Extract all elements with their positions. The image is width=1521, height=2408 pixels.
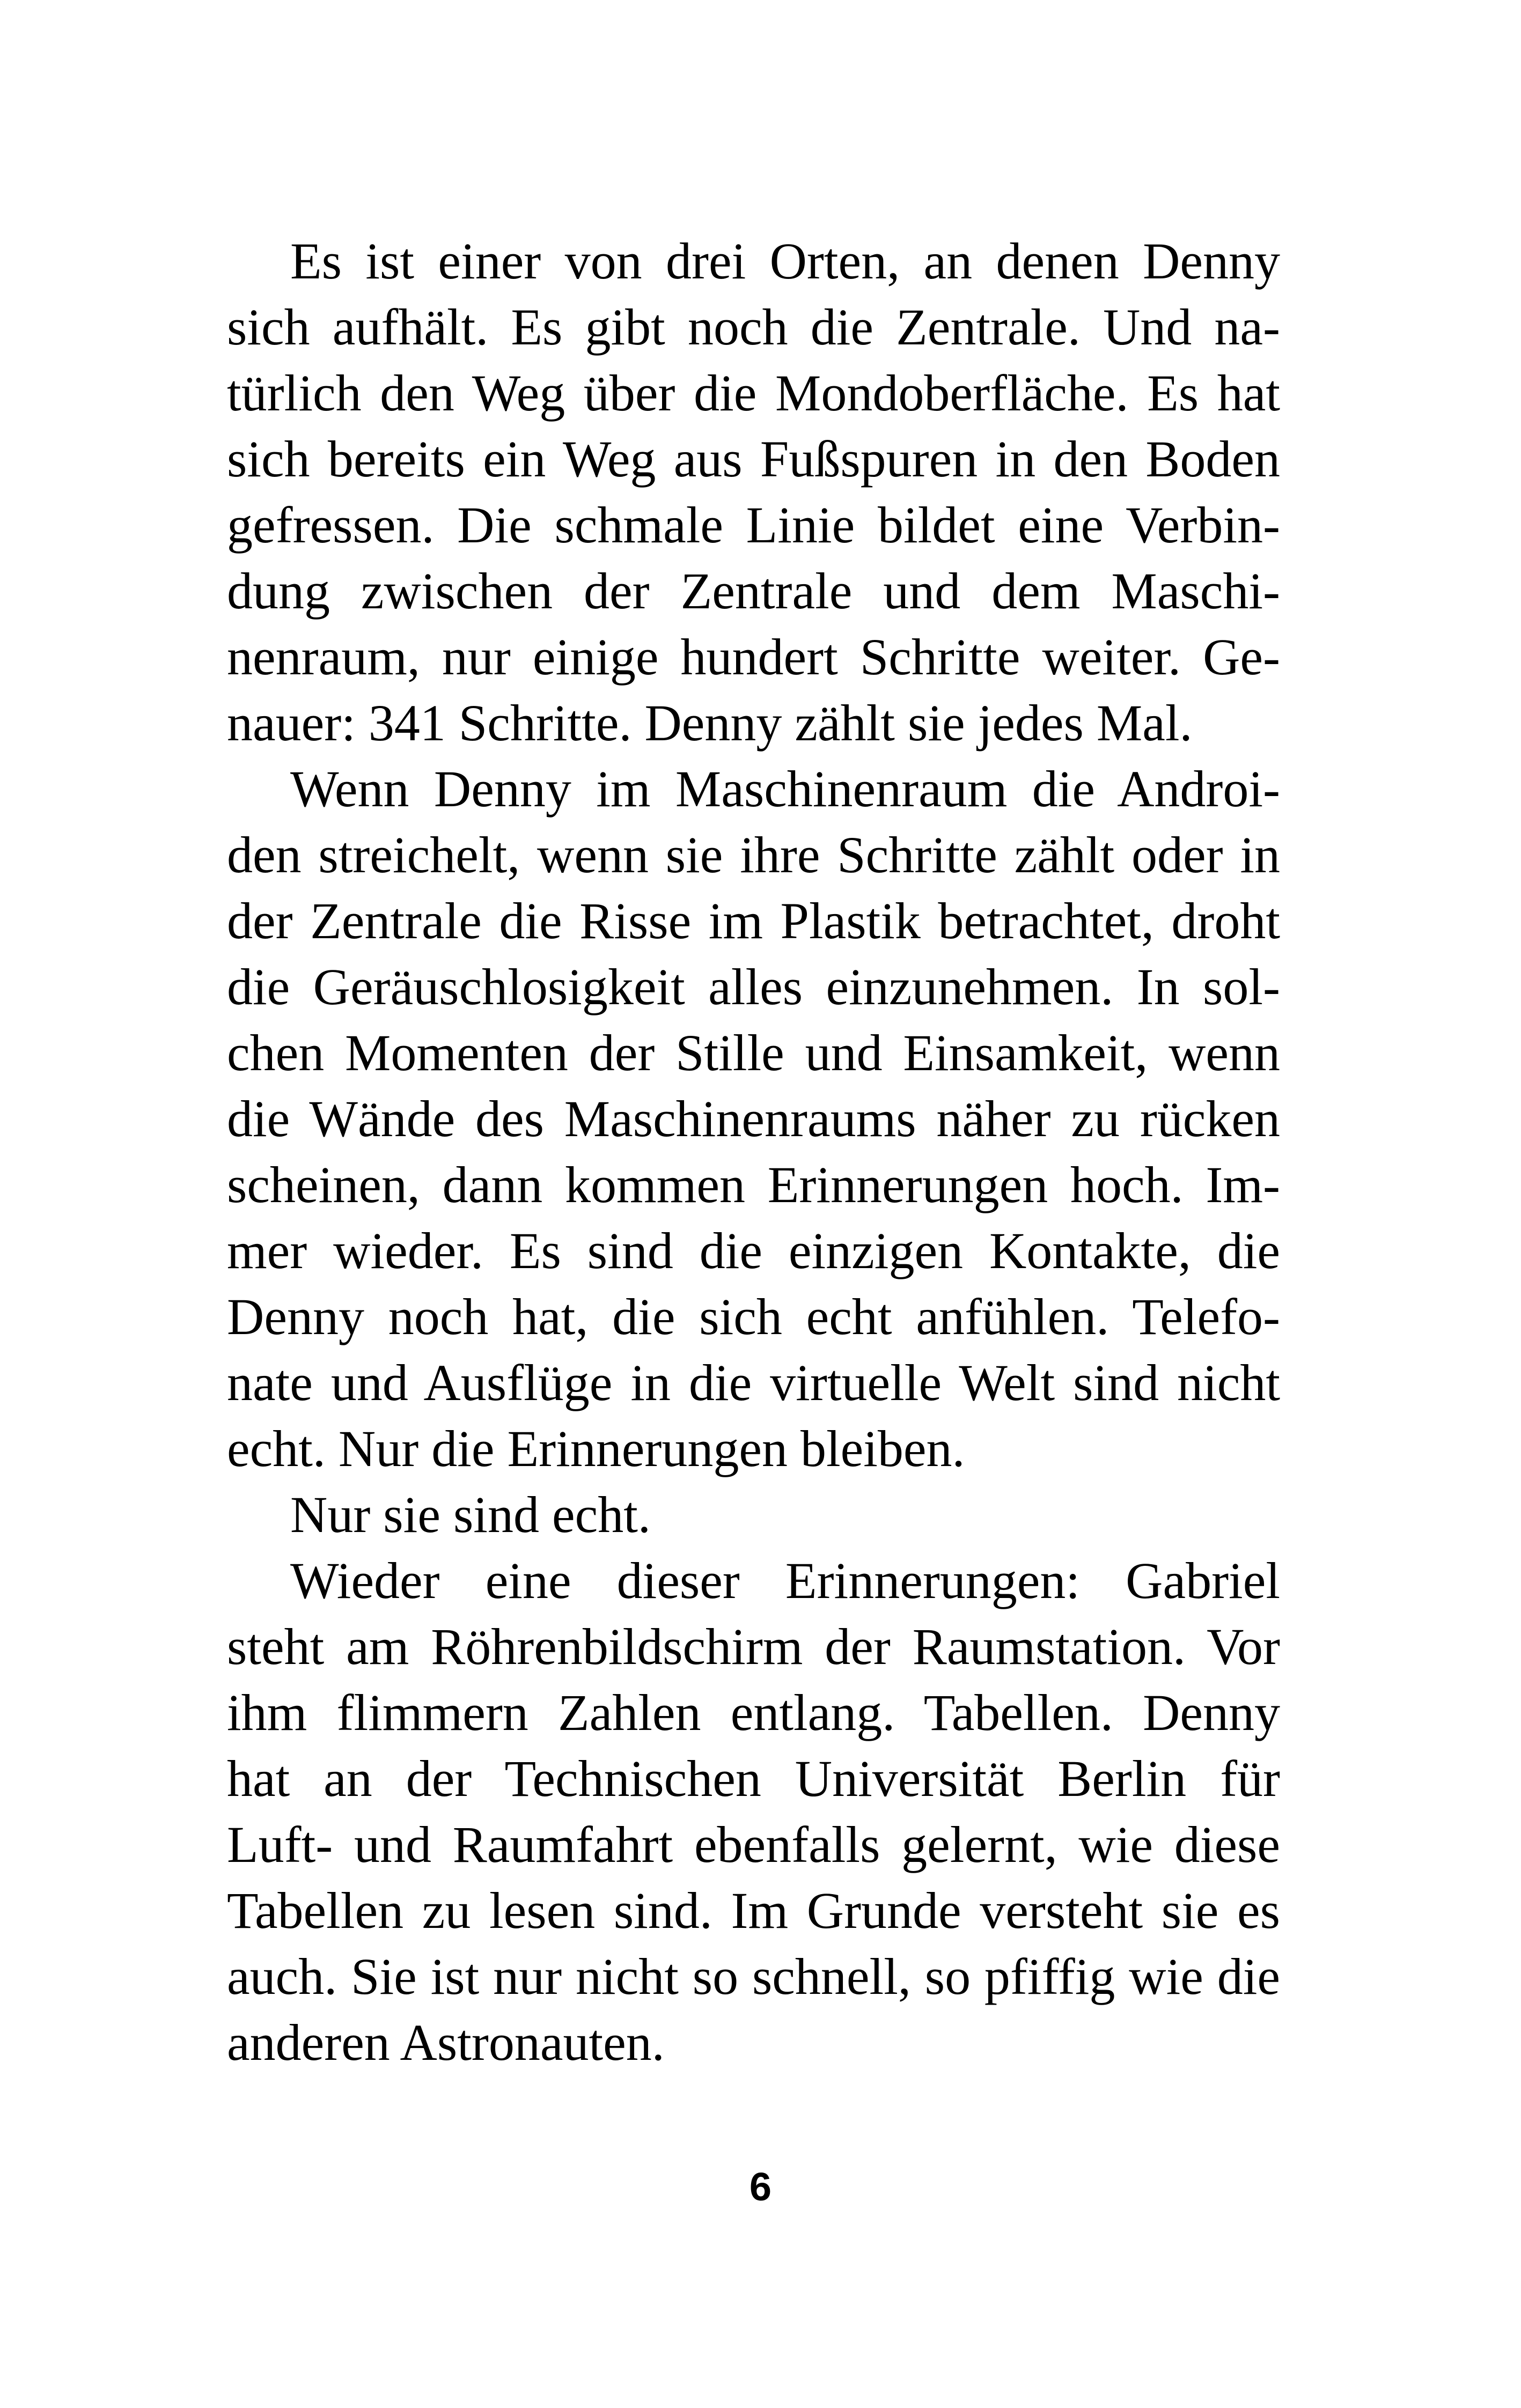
text-line: den streichelt, wenn sie ihre Schritte zählt oder in bbox=[227, 826, 1280, 883]
body-text bbox=[227, 228, 1280, 2075]
text-line: mer wieder. Es sind die einzigen Kontakte, die bbox=[227, 1222, 1280, 1279]
text-line: nate und Ausflüge in die virtuelle Welt sind nicht bbox=[227, 1354, 1280, 1411]
text-line: Denny noch hat, die sich echt anfühlen. Telefo- bbox=[227, 1288, 1280, 1345]
text-line: steht am Röhrenbildschirm der Raumstation. Vor bbox=[227, 1618, 1280, 1675]
text-line: Luft- und Raumfahrt ebenfalls gelernt, wie diese bbox=[227, 1816, 1280, 1873]
text-line: türlich den Weg über die Mondoberfläche. Es hat bbox=[227, 364, 1280, 422]
text-line: Nur sie sind echt. bbox=[290, 1486, 651, 1543]
text-line: dung zwischen der Zentrale und dem Maschi- bbox=[227, 562, 1280, 620]
text-line: Wenn Denny im Maschinenraum die Androi- bbox=[290, 760, 1280, 818]
text-line: die Wände des Maschinenraums näher zu rücken bbox=[227, 1090, 1280, 1147]
text-line: hat an der Technischen Universität Berlin für bbox=[227, 1750, 1280, 1807]
text-line: gefressen. Die schmale Linie bildet eine Verbin- bbox=[227, 496, 1280, 554]
text-line: die Geräuschlosigkeit alles einzunehmen. In sol- bbox=[227, 958, 1280, 1015]
text-line: chen Momenten der Stille und Einsamkeit, wenn bbox=[227, 1024, 1280, 1081]
text-line: Wieder eine dieser Erinnerungen: Gabriel bbox=[290, 1552, 1280, 1609]
text-line: anderen Astronauten. bbox=[227, 2014, 665, 2071]
text-line: nauer: 341 Schritte. Denny zählt sie jedes Mal. bbox=[227, 694, 1193, 752]
paragraph bbox=[227, 1548, 1280, 2075]
text-line: ihm flimmern Zahlen entlang. Tabellen. Denny bbox=[227, 1684, 1280, 1741]
text-line: sich bereits ein Weg aus Fußspuren in den Boden bbox=[227, 430, 1280, 488]
text-line: echt. Nur die Erinnerungen bleiben. bbox=[227, 1420, 965, 1477]
paragraph bbox=[227, 228, 1280, 756]
text-line: Tabellen zu lesen sind. Im Grunde versteht sie es bbox=[227, 1882, 1280, 1939]
text-line: auch. Sie ist nur nicht so schnell, so pfiffig wie die bbox=[227, 1948, 1280, 2005]
page-number: 6 bbox=[749, 2164, 772, 2209]
text-line: der Zentrale die Risse im Plastik betrachtet, droht bbox=[227, 892, 1280, 949]
text-line: Es ist einer von drei Orten, an denen Denny bbox=[290, 232, 1280, 290]
paragraph bbox=[227, 1482, 1280, 1548]
text-line: sich aufhält. Es gibt noch die Zentrale. Und na- bbox=[227, 298, 1280, 356]
text-line: nenraum, nur einige hundert Schritte weiter. Ge- bbox=[227, 628, 1280, 686]
paragraph bbox=[227, 756, 1280, 1482]
text-line: scheinen, dann kommen Erinnerungen hoch. Im- bbox=[227, 1156, 1280, 1213]
